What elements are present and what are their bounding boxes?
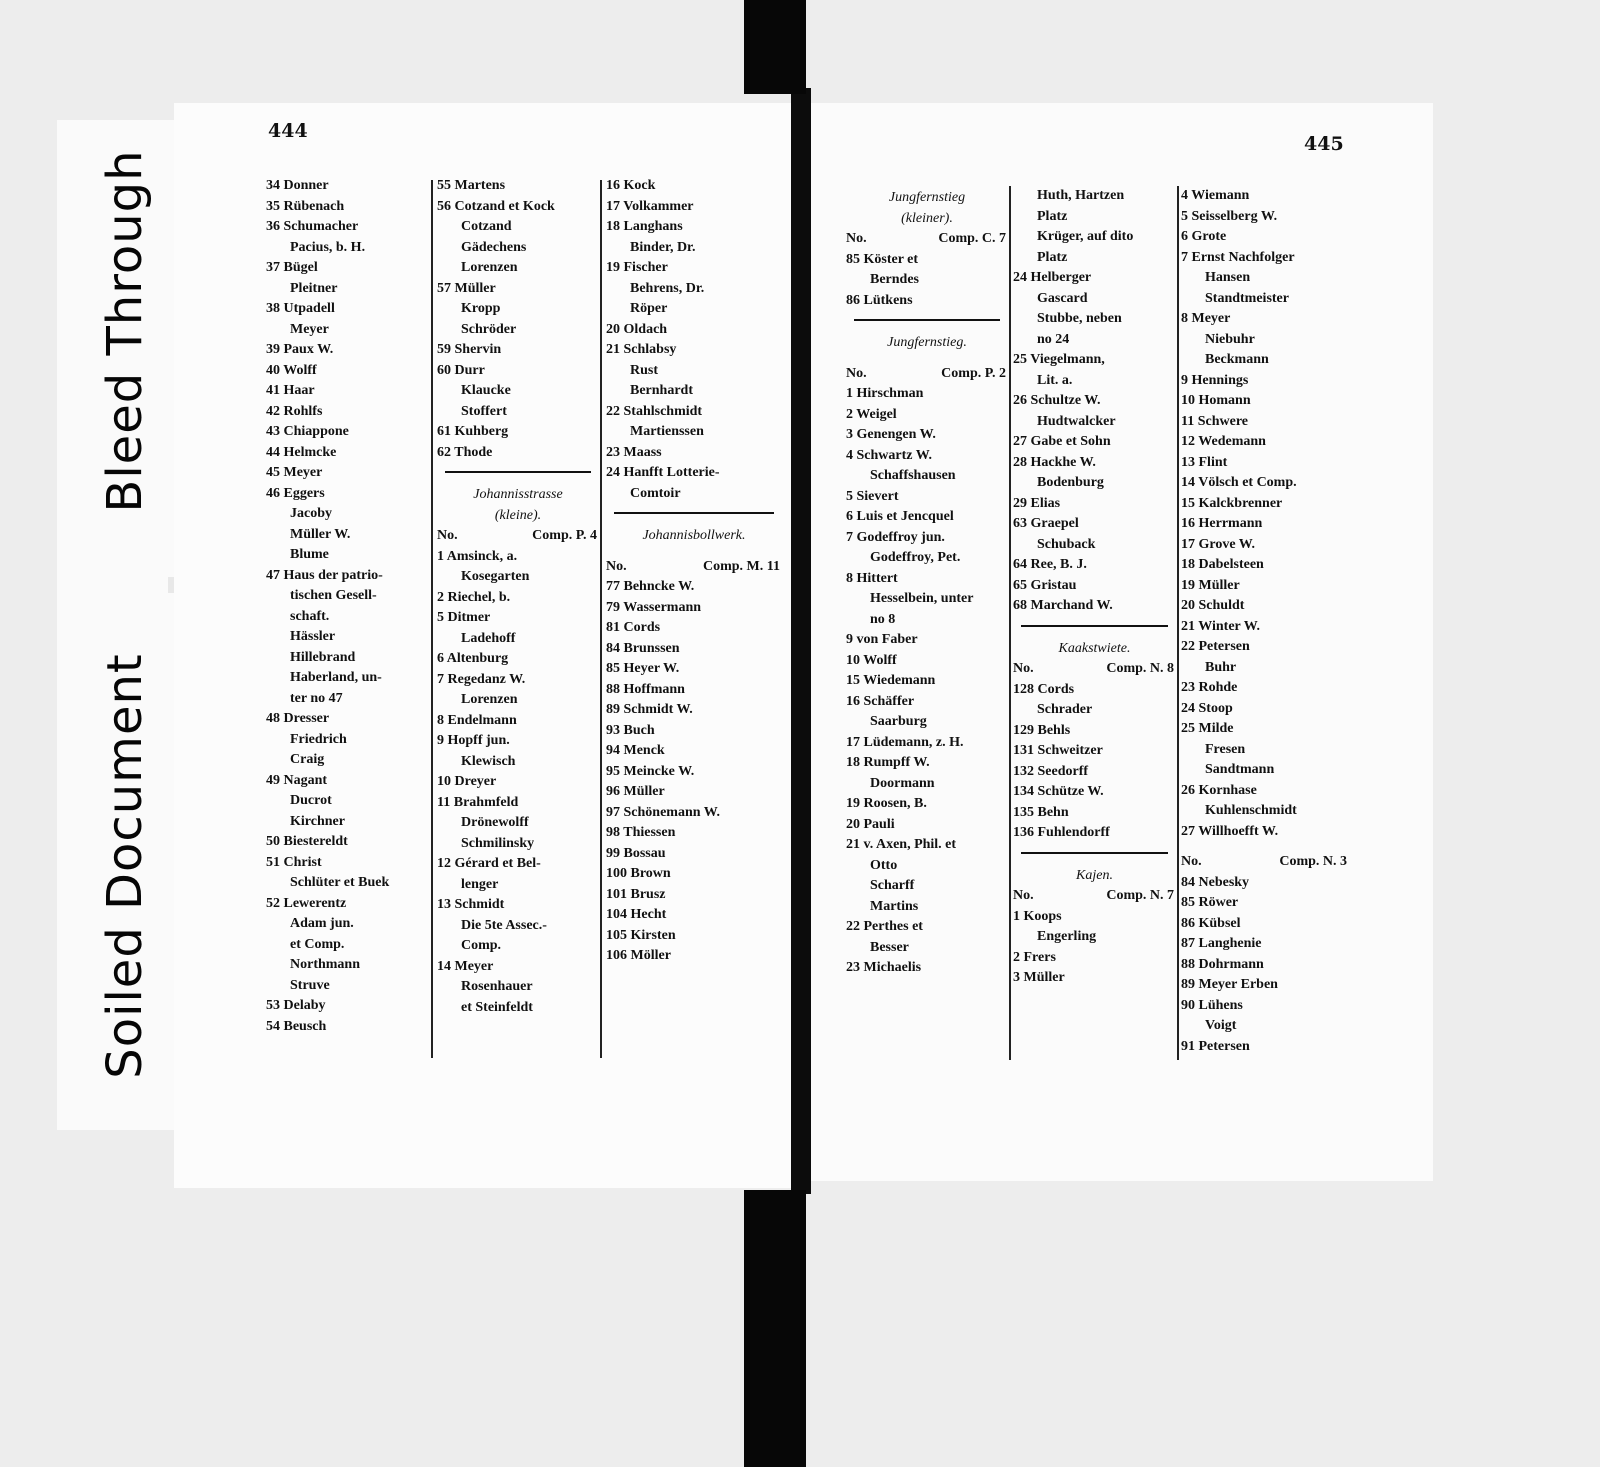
left-column-3: [606, 176, 782, 967]
right-column-3: [1181, 186, 1349, 1057]
list-entry: Stubbe, neben: [1037, 311, 1122, 326]
company-row: [1013, 886, 1176, 907]
list-entry: 34 Donner: [266, 178, 329, 193]
list-entry: 21 Schlabsy: [606, 342, 677, 357]
list-entry: 5 Ditmer: [437, 610, 491, 625]
comp-label: Comp. N. 7: [1106, 888, 1174, 903]
list-entry: 99 Bossau: [606, 845, 666, 861]
list-entry: 56 Cotzand et Kock: [437, 198, 555, 214]
spacer: [1181, 842, 1349, 852]
list-entry: Ladehoff: [461, 630, 516, 646]
soiled-document-label: Soiled Document: [97, 653, 153, 1079]
list-entry: 28 Hackhe W.: [1013, 454, 1096, 470]
list-entry: 85 Köster et: [846, 251, 919, 267]
list-entry: 94 Menck: [606, 743, 665, 758]
list-entry: 20 Oldach: [606, 321, 668, 337]
list-entry: 26 Schultze W.: [1013, 393, 1101, 408]
list-entry: 2 Riechel, b.: [437, 589, 511, 605]
list-entry: 100 Brown: [606, 866, 671, 881]
list-entry: ter no 47: [290, 690, 343, 706]
list-entry: Pleitner: [290, 280, 338, 296]
list-entry: Bernhardt: [630, 383, 693, 398]
list-entry: 10 Dreyer: [437, 774, 497, 789]
list-entry: 43 Chiappone: [266, 424, 349, 439]
list-entry: Huth, Hartzen: [1037, 188, 1125, 203]
list-entry: 23 Rohde: [1181, 680, 1238, 695]
section-rule: [1021, 625, 1168, 627]
comp-label: Comp. N. 8: [1106, 661, 1174, 676]
bleed-through-label: Bleed Through: [97, 149, 153, 513]
list-entry: Klewisch: [461, 753, 516, 769]
list-entry: Behrens, Dr.: [630, 280, 705, 296]
list-entry: 27 Gabe et Sohn: [1013, 434, 1111, 449]
list-entry: 17 Grove W.: [1181, 536, 1256, 552]
list-entry: Otto: [870, 857, 898, 873]
spacer: [846, 354, 1008, 364]
list-entry: Rust: [630, 362, 659, 378]
list-entry: 65 Gristau: [1013, 577, 1077, 593]
no-label: No.: [1181, 854, 1202, 869]
list-entry: et Steinfeldt: [461, 999, 533, 1015]
list-entry: 19 Fischer: [606, 260, 668, 275]
list-entry: 86 Kübsel: [1181, 915, 1241, 931]
list-entry: Comtoir: [630, 485, 681, 501]
company-row: [1181, 852, 1349, 873]
list-entry: Röper: [630, 301, 668, 316]
list-entry: Berndes: [870, 272, 919, 287]
list-entry: 1 Koops: [1013, 908, 1062, 924]
list-entry: 101 Brusz: [606, 886, 666, 902]
left-column-1: [266, 176, 430, 1037]
list-entry: 90 Lühens: [1181, 997, 1243, 1013]
list-entry: 8 Meyer: [1181, 311, 1231, 326]
list-entry: 17 Volkammer: [606, 198, 694, 214]
list-entry: 22 Petersen: [1181, 639, 1250, 654]
list-entry: 9 von Faber: [846, 632, 918, 647]
list-entry: 21 v. Axen, Phil. et: [846, 837, 957, 852]
list-entry: 14 Meyer: [437, 958, 494, 974]
list-entry: Klaucke: [461, 383, 511, 398]
company-row: [846, 364, 1008, 385]
list-entry: Binder, Dr.: [630, 239, 696, 255]
no-label: No.: [846, 365, 867, 381]
list-entry: Saarburg: [870, 714, 927, 729]
list-entry: Blume: [290, 547, 329, 562]
list-entry: Krüger, auf dito: [1037, 229, 1134, 244]
street-heading: (kleiner).: [901, 210, 953, 226]
list-entry: 19 Müller: [1181, 577, 1240, 593]
list-entry: Martins: [870, 898, 919, 914]
list-entry: Niebuhr: [1205, 331, 1255, 347]
list-entry: Doormann: [870, 775, 935, 791]
list-entry: 14 Völsch et Comp.: [1181, 475, 1297, 490]
street-heading: Johannisbollwerk.: [642, 528, 746, 543]
list-entry: 39 Paux W.: [266, 342, 334, 357]
list-entry: 24 Stoop: [1181, 700, 1233, 716]
list-entry: 93 Buch: [606, 722, 655, 738]
list-entry: 4 Schwartz W.: [846, 447, 932, 463]
list-entry: 3 Müller: [1013, 970, 1065, 985]
list-entry: 22 Stahlschmidt: [606, 403, 703, 419]
list-entry: 7 Ernst Nachfolger: [1181, 249, 1295, 265]
list-entry: Lorenzen: [461, 260, 518, 275]
list-entry: 86 Lütkens: [846, 292, 913, 308]
list-entry: 12 Gérard et Bel-: [437, 856, 541, 871]
list-entry: 7 Godeffroy jun.: [846, 529, 945, 545]
no-label: No.: [1013, 661, 1034, 676]
street-heading: Jungfernstieg: [888, 190, 966, 205]
list-entry: 2 Frers: [1013, 949, 1056, 965]
list-entry: Schrader: [1037, 702, 1093, 717]
list-entry: 11 Schwere: [1181, 413, 1249, 429]
list-entry: Hillebrand: [290, 649, 356, 665]
list-entry: 18 Langhans: [606, 219, 683, 234]
list-entry: et Comp.: [290, 936, 345, 952]
street-heading: Jungfernstieg.: [887, 335, 967, 350]
list-entry: Die 5te Assec.-: [461, 917, 547, 933]
list-entry: 15 Kalckbrenner: [1181, 495, 1283, 511]
list-entry: Hässler: [290, 629, 336, 644]
list-entry: 45 Meyer: [266, 465, 323, 480]
list-entry: 40 Wolff: [266, 362, 317, 378]
no-label: No.: [437, 528, 458, 543]
list-entry: 23 Maass: [606, 444, 662, 460]
list-entry: Fresen: [1205, 741, 1246, 757]
list-entry: Kirchner: [290, 813, 345, 829]
list-entry: no 24: [1037, 331, 1070, 347]
comp-label: Comp. C. 7: [938, 231, 1006, 246]
list-entry: Stoffert: [461, 403, 507, 419]
list-entry: 55 Martens: [437, 178, 506, 193]
list-entry: 1 Amsinck, a.: [437, 548, 518, 564]
right-column-2: [1013, 186, 1176, 989]
list-entry: Schmilinsky: [461, 835, 535, 851]
section-rule: [1021, 852, 1168, 854]
list-entry: Kropp: [461, 301, 501, 316]
list-entry: 6 Altenburg: [437, 651, 509, 666]
list-entry: Ducrot: [290, 793, 332, 808]
street-heading: Johannisstrasse: [473, 487, 563, 502]
list-entry: 8 Endelmann: [437, 712, 517, 728]
list-entry: Jacoby: [290, 506, 332, 521]
list-entry: Besser: [870, 939, 909, 955]
list-entry: Haberland, un-: [290, 670, 382, 685]
company-row: [606, 557, 782, 578]
list-entry: tischen Gesell-: [290, 588, 377, 603]
list-entry: 35 Rübenach: [266, 198, 345, 214]
list-entry: Buhr: [1205, 659, 1237, 675]
list-entry: 60 Durr: [437, 362, 485, 378]
list-entry: Friedrich: [290, 731, 347, 747]
comp-label: Comp. M. 11: [703, 558, 780, 574]
list-entry: 89 Schmidt W.: [606, 702, 693, 717]
list-entry: Pacius, b. H.: [290, 239, 366, 255]
list-entry: Schuback: [1037, 536, 1096, 552]
list-entry: 15 Wiedemann: [846, 673, 936, 688]
list-entry: 10 Homann: [1181, 393, 1251, 408]
list-entry: 88 Dohrmann: [1181, 956, 1264, 972]
list-entry: Bodenburg: [1037, 475, 1104, 490]
list-entry: Standtmeister: [1205, 290, 1289, 306]
list-entry: 20 Schuldt: [1181, 598, 1245, 613]
list-entry: 1 Hirschman: [846, 386, 924, 401]
list-entry: 79 Wassermann: [606, 599, 702, 615]
list-entry: 53 Delaby: [266, 998, 326, 1013]
list-entry: 49 Nagant: [266, 772, 328, 788]
list-entry: Müller W.: [290, 526, 351, 542]
list-entry: 24 Helberger: [1013, 270, 1092, 285]
list-entry: 13 Schmidt: [437, 897, 505, 912]
list-entry: 96 Müller: [606, 784, 665, 799]
list-entry: 21 Winter W.: [1181, 618, 1260, 634]
list-entry: 84 Nebesky: [1181, 874, 1250, 890]
list-entry: 97 Schönemann W.: [606, 804, 720, 820]
list-entry: 81 Cords: [606, 620, 661, 635]
list-entry: Craig: [290, 752, 325, 767]
list-entry: 5 Seisselberg W.: [1181, 208, 1278, 224]
list-entry: 63 Graepel: [1013, 516, 1079, 531]
list-entry: Engerling: [1037, 929, 1097, 944]
list-entry: 95 Meincke W.: [606, 763, 695, 779]
list-entry: 6 Luis et Jencquel: [846, 509, 954, 524]
list-entry: 13 Flint: [1181, 454, 1228, 470]
list-entry: 47 Haus der patrio-: [266, 567, 383, 583]
list-entry: 23 Michaelis: [846, 960, 922, 975]
list-entry: 24 Hanfft Lotterie-: [606, 465, 720, 480]
list-entry: 4 Wiemann: [1181, 188, 1250, 203]
list-entry: Beckmann: [1205, 352, 1269, 367]
list-entry: 9 Hennings: [1181, 372, 1249, 388]
list-entry: Comp.: [461, 938, 502, 953]
list-entry: 16 Schäffer: [846, 693, 915, 709]
page-number-left: 444: [268, 120, 308, 142]
list-entry: 64 Ree, B. J.: [1013, 557, 1087, 572]
street-heading: Kaakstwiete.: [1058, 640, 1131, 656]
list-entry: Lorenzen: [461, 692, 518, 707]
no-label: No.: [846, 231, 867, 246]
list-entry: Voigt: [1205, 1018, 1237, 1033]
list-entry: 5 Sievert: [846, 488, 899, 504]
list-entry: 68 Marchand W.: [1013, 598, 1113, 613]
list-entry: Hesselbein, unter: [870, 591, 974, 606]
list-entry: 85 Heyer W.: [606, 661, 680, 676]
company-row: [846, 229, 1008, 250]
column-rule: [1177, 186, 1179, 1060]
list-entry: 29 Elias: [1013, 495, 1061, 511]
list-entry: Hansen: [1205, 270, 1251, 285]
list-entry: 7 Regedanz W.: [437, 671, 526, 687]
list-entry: 77 Behncke W.: [606, 579, 695, 594]
list-entry: schaft.: [290, 608, 330, 624]
list-entry: Martienssen: [630, 424, 704, 439]
list-entry: Sandtmann: [1205, 762, 1275, 777]
list-entry: 2 Weigel: [846, 406, 897, 422]
section-rule: [614, 512, 774, 514]
list-entry: 131 Schweitzer: [1013, 743, 1103, 758]
list-entry: 136 Fuhlendorff: [1013, 825, 1110, 840]
list-entry: Hudtwalcker: [1037, 413, 1116, 429]
list-entry: 10 Wolff: [846, 652, 897, 668]
list-entry: 88 Hoffmann: [606, 681, 685, 697]
list-entry: 11 Brahmfeld: [437, 794, 519, 810]
list-entry: Drönewolff: [461, 815, 529, 830]
list-entry: 51 Christ: [266, 854, 322, 870]
list-entry: 104 Hecht: [606, 907, 667, 922]
list-entry: 132 Seedorff: [1013, 763, 1089, 779]
list-entry: 42 Rohlfs: [266, 403, 323, 419]
list-entry: 18 Rumpff W.: [846, 755, 930, 770]
list-entry: 87 Langhenie: [1181, 936, 1262, 951]
list-entry: 41 Haar: [266, 383, 315, 398]
list-entry: Adam jun.: [290, 916, 354, 931]
list-entry: 105 Kirsten: [606, 927, 676, 943]
binding-tab-top: [744, 0, 806, 94]
list-entry: 36 Schumacher: [266, 219, 359, 234]
list-entry: 50 Biestereldt: [266, 834, 348, 849]
list-entry: 57 Müller: [437, 280, 496, 296]
no-label: No.: [606, 558, 627, 574]
list-entry: Kosegarten: [461, 569, 530, 584]
list-entry: Platz: [1037, 249, 1068, 265]
list-entry: Meyer: [290, 321, 329, 337]
street-heading: Kajen.: [1076, 867, 1113, 883]
list-entry: 106 Möller: [606, 948, 671, 963]
list-entry: Struve: [290, 977, 330, 993]
list-entry: 46 Eggers: [266, 485, 325, 501]
street-heading: (kleine).: [494, 507, 542, 523]
binding-tab-bottom: [744, 1190, 806, 1467]
list-entry: 98 Thiessen: [606, 825, 676, 840]
list-entry: Schlüter et Buek: [290, 875, 390, 890]
comp-label: Comp. P. 2: [941, 365, 1006, 381]
list-entry: 27 Willhoefft W.: [1181, 823, 1279, 839]
list-entry: 52 Lewerentz: [266, 895, 347, 911]
list-entry: Northmann: [290, 957, 361, 972]
list-entry: 134 Schütze W.: [1013, 784, 1104, 799]
list-entry: 84 Brunssen: [606, 640, 680, 656]
list-entry: Gädechens: [461, 239, 527, 255]
section-rule: [445, 471, 591, 473]
list-entry: 9 Hopff jun.: [437, 733, 510, 748]
comp-label: Comp. P. 4: [532, 528, 597, 543]
list-entry: 19 Roosen, B.: [846, 796, 927, 811]
list-entry: Platz: [1037, 208, 1068, 224]
list-entry: 20 Pauli: [846, 816, 895, 832]
comp-label: Comp. N. 3: [1279, 854, 1347, 869]
list-entry: 85 Röwer: [1181, 895, 1239, 910]
list-entry: Schaffshausen: [870, 468, 956, 483]
list-entry: 91 Petersen: [1181, 1038, 1250, 1054]
list-entry: 6 Grote: [1181, 229, 1227, 244]
section-rule: [854, 319, 1000, 321]
list-entry: Gascard: [1037, 290, 1088, 306]
list-entry: 25 Milde: [1181, 721, 1234, 736]
list-entry: Godeffroy, Pet.: [870, 550, 961, 565]
list-entry: 18 Dabelsteen: [1181, 557, 1264, 572]
list-entry: 128 Cords: [1013, 681, 1075, 697]
column-rule: [600, 180, 602, 1058]
list-entry: 135 Behn: [1013, 804, 1069, 820]
list-entry: 3 Genengen W.: [846, 427, 936, 442]
list-entry: 89 Meyer Erben: [1181, 977, 1278, 992]
list-entry: Kuhlenschmidt: [1205, 803, 1297, 818]
list-entry: 8 Hittert: [846, 570, 898, 586]
list-entry: 48 Dresser: [266, 711, 330, 726]
list-entry: 26 Kornhase: [1181, 782, 1257, 798]
column-rule: [431, 180, 433, 1058]
list-entry: Schröder: [461, 321, 517, 337]
list-entry: 44 Helmcke: [266, 444, 337, 460]
company-row: [437, 526, 599, 547]
list-entry: 22 Perthes et: [846, 919, 923, 934]
list-entry: 16 Kock: [606, 178, 656, 193]
list-entry: 37 Bügel: [266, 260, 318, 275]
list-entry: Rosenhauer: [461, 979, 533, 994]
list-entry: no 8: [870, 611, 896, 627]
list-entry: 25 Viegelmann,: [1013, 352, 1105, 367]
list-entry: 62 Thode: [437, 444, 493, 460]
list-entry: Lit. a.: [1037, 372, 1073, 388]
no-label: No.: [1013, 888, 1034, 903]
list-entry: 54 Beusch: [266, 1018, 327, 1034]
page-number-right: 445: [1304, 133, 1344, 155]
list-entry: 12 Wedemann: [1181, 434, 1266, 449]
list-entry: 16 Herrmann: [1181, 516, 1263, 531]
right-column-1: [846, 188, 1008, 979]
book-spine: [791, 88, 811, 1194]
left-column-2: [437, 176, 599, 1018]
list-entry: lenger: [461, 876, 499, 892]
list-entry: Cotzand: [461, 219, 512, 234]
list-entry: 38 Utpadell: [266, 301, 335, 316]
list-entry: 17 Lüdemann, z. H.: [846, 734, 964, 750]
company-row: [1013, 659, 1176, 680]
column-rule: [1009, 186, 1011, 1060]
list-entry: 129 Behls: [1013, 722, 1071, 738]
list-entry: 59 Shervin: [437, 342, 502, 357]
list-entry: 61 Kuhberg: [437, 424, 509, 439]
spacer: [606, 547, 782, 557]
list-entry: Scharff: [870, 878, 915, 893]
